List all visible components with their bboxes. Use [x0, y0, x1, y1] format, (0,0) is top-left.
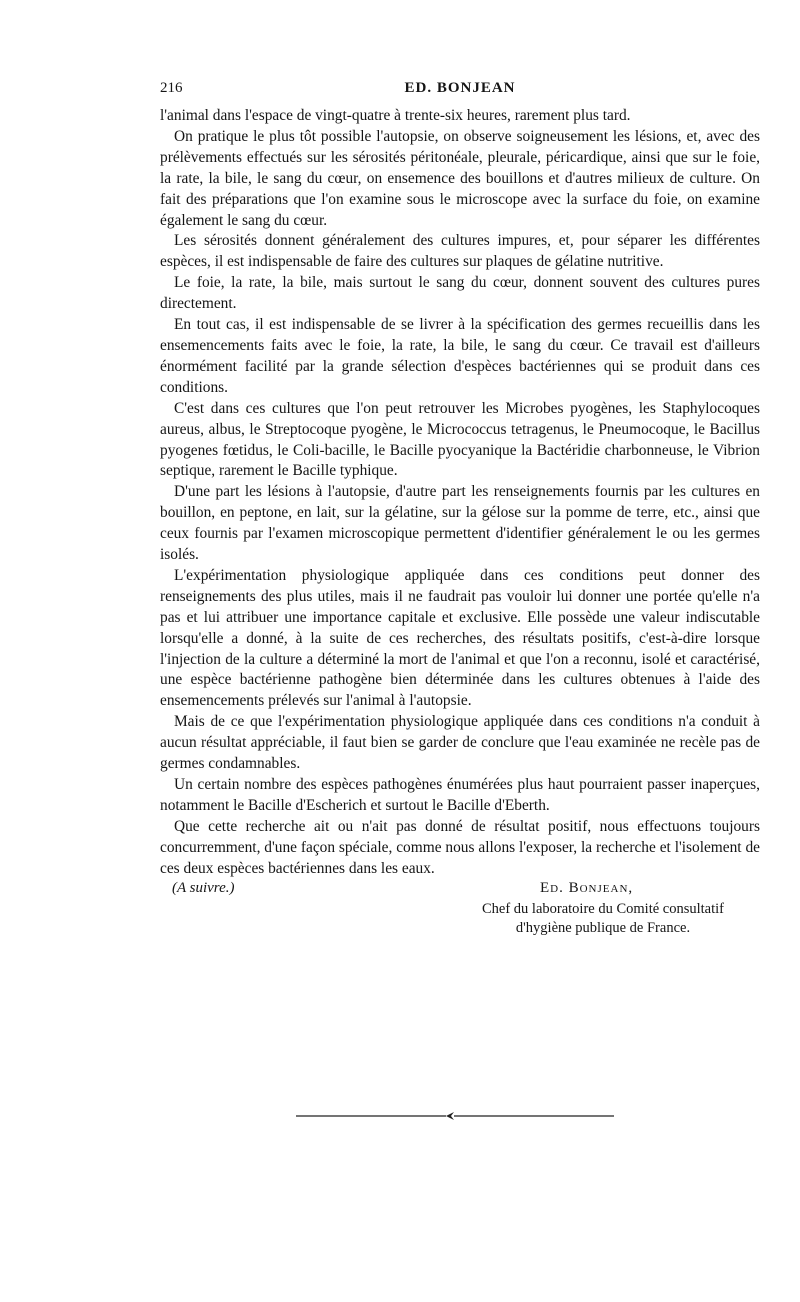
paragraph: En tout cas, il est indispensable de se livrer à la spécification des germes recueillis dans les ensemencements faits avec le foie, la rate, la bile, le sang du cœur. Ce travail est d'ailleurs énormément facilité par la grande sélection d'espèces bactériennes qui se produit dans ces conditions. [160, 316, 760, 396]
paragraph: L'expérimentation physiologique appliquée dans ces conditions peut donner des renseignements des plus utiles, mais il ne faudrait pas vouloir lui donner une portée qu'elle n'a pas et lui attribuer une importance capitale et exclusive. Elle possède une valeur indiscutable lorsqu'elle a donné, à la suite de ces recherches, des résultats positifs, c'est-à-dire lorsque l'injection de la culture a déterminé la mort de l'animal et que l'on a reconnu, isolé et caractérisé, une espèce bactérienne pathogène bien déterminée dans les cultures obtenues à l'aide des ensemencements prélevés sur l'animal à l'autopsie. [160, 566, 760, 710]
paragraph: Mais de ce que l'expérimentation physiologique appliquée dans ces conditions n'a conduit à aucun résultat appréciable, il faut bien se garder de conclure que l'eau examinée ne recèle pas de germes condamnables. [160, 713, 760, 773]
paragraph: l'animal dans l'espace de vingt-quatre à trente-six heures, rarement plus tard. [160, 107, 631, 124]
article-body [160, 106, 760, 880]
paragraph: On pratique le plus tôt possible l'autopsie, on observe soigneusement les lésions, et, avec des prélèvements effectués sur les sérosités péritonéale, pleurale, péricardique, ainsi que sur le foie, la rate, la bile, le sang du cœur, on ensemence des bouillons et d'autres milieux de culture. On fait des préparations que l'on examine sous le microscope avec la surface du foie, on examine également le sang du cœur. [160, 127, 760, 229]
page-header [160, 80, 760, 106]
paragraph: Que cette recherche ait ou n'ait pas donné de résultat positif, nous effectuons toujours concurremment, d'une façon spéciale, comme nous allons l'exposer, la recherche et l'isolement de ces deux espèces bactériennes dans les eaux. [160, 817, 760, 877]
end-ornament-rule [296, 1110, 614, 1122]
closing-block [160, 880, 760, 946]
paragraph: Un certain nombre des espèces pathogènes énumérées plus haut pourraient passer inaperçues, notamment le Bacille d'Escherich et surtout le Bacille d'Eberth. [160, 776, 760, 814]
running-head: ED. BONJEAN [404, 80, 516, 96]
author-signature: Ed. Bonjean, [540, 879, 634, 896]
page [160, 80, 760, 946]
paragraph: Le foie, la rate, la bile, mais surtout le sang du cœur, donnent souvent des cultures pures directement. [160, 274, 760, 313]
author-affiliation-line: Chef du laboratoire du Comité consultatif [481, 900, 724, 917]
to-be-continued-note: (A suivre.) [172, 879, 235, 896]
paragraph: D'une part les lésions à l'autopsie, d'autre part les renseignements fournis par les cultures en bouillon, en peptone, en lait, sur la gélatine, sur la gélose sur la pomme de terre, etc., ainsi que ceux fournis par l'examen microscopique permettent d'identifier généralement le ou les germes isolés. [160, 483, 760, 564]
page-number: 216 [160, 80, 183, 96]
author-affiliation-line: d'hygiène publique de France. [515, 919, 691, 936]
paragraph: C'est dans ces cultures que l'on peut retrouver les Microbes pyogènes, les Staphylocoques aureus, albus, le Streptocoque pyogène, le Micrococcus tetragenus, le Pneumocoque, le Bacillus pyogenes fœtidus, le Coli-bacille, le Bacille pyocyanique la Bactéridie charbonneuse, le Vibrion septique, rarement le Bacille typhique. [160, 399, 760, 480]
paragraph: Les sérosités donnent généralement des cultures impures, et, pour séparer les différentes espèces, il est indispensable de faire des cultures sur plaques de gélatine nutritive. [160, 232, 760, 271]
author-affiliation [446, 900, 760, 938]
